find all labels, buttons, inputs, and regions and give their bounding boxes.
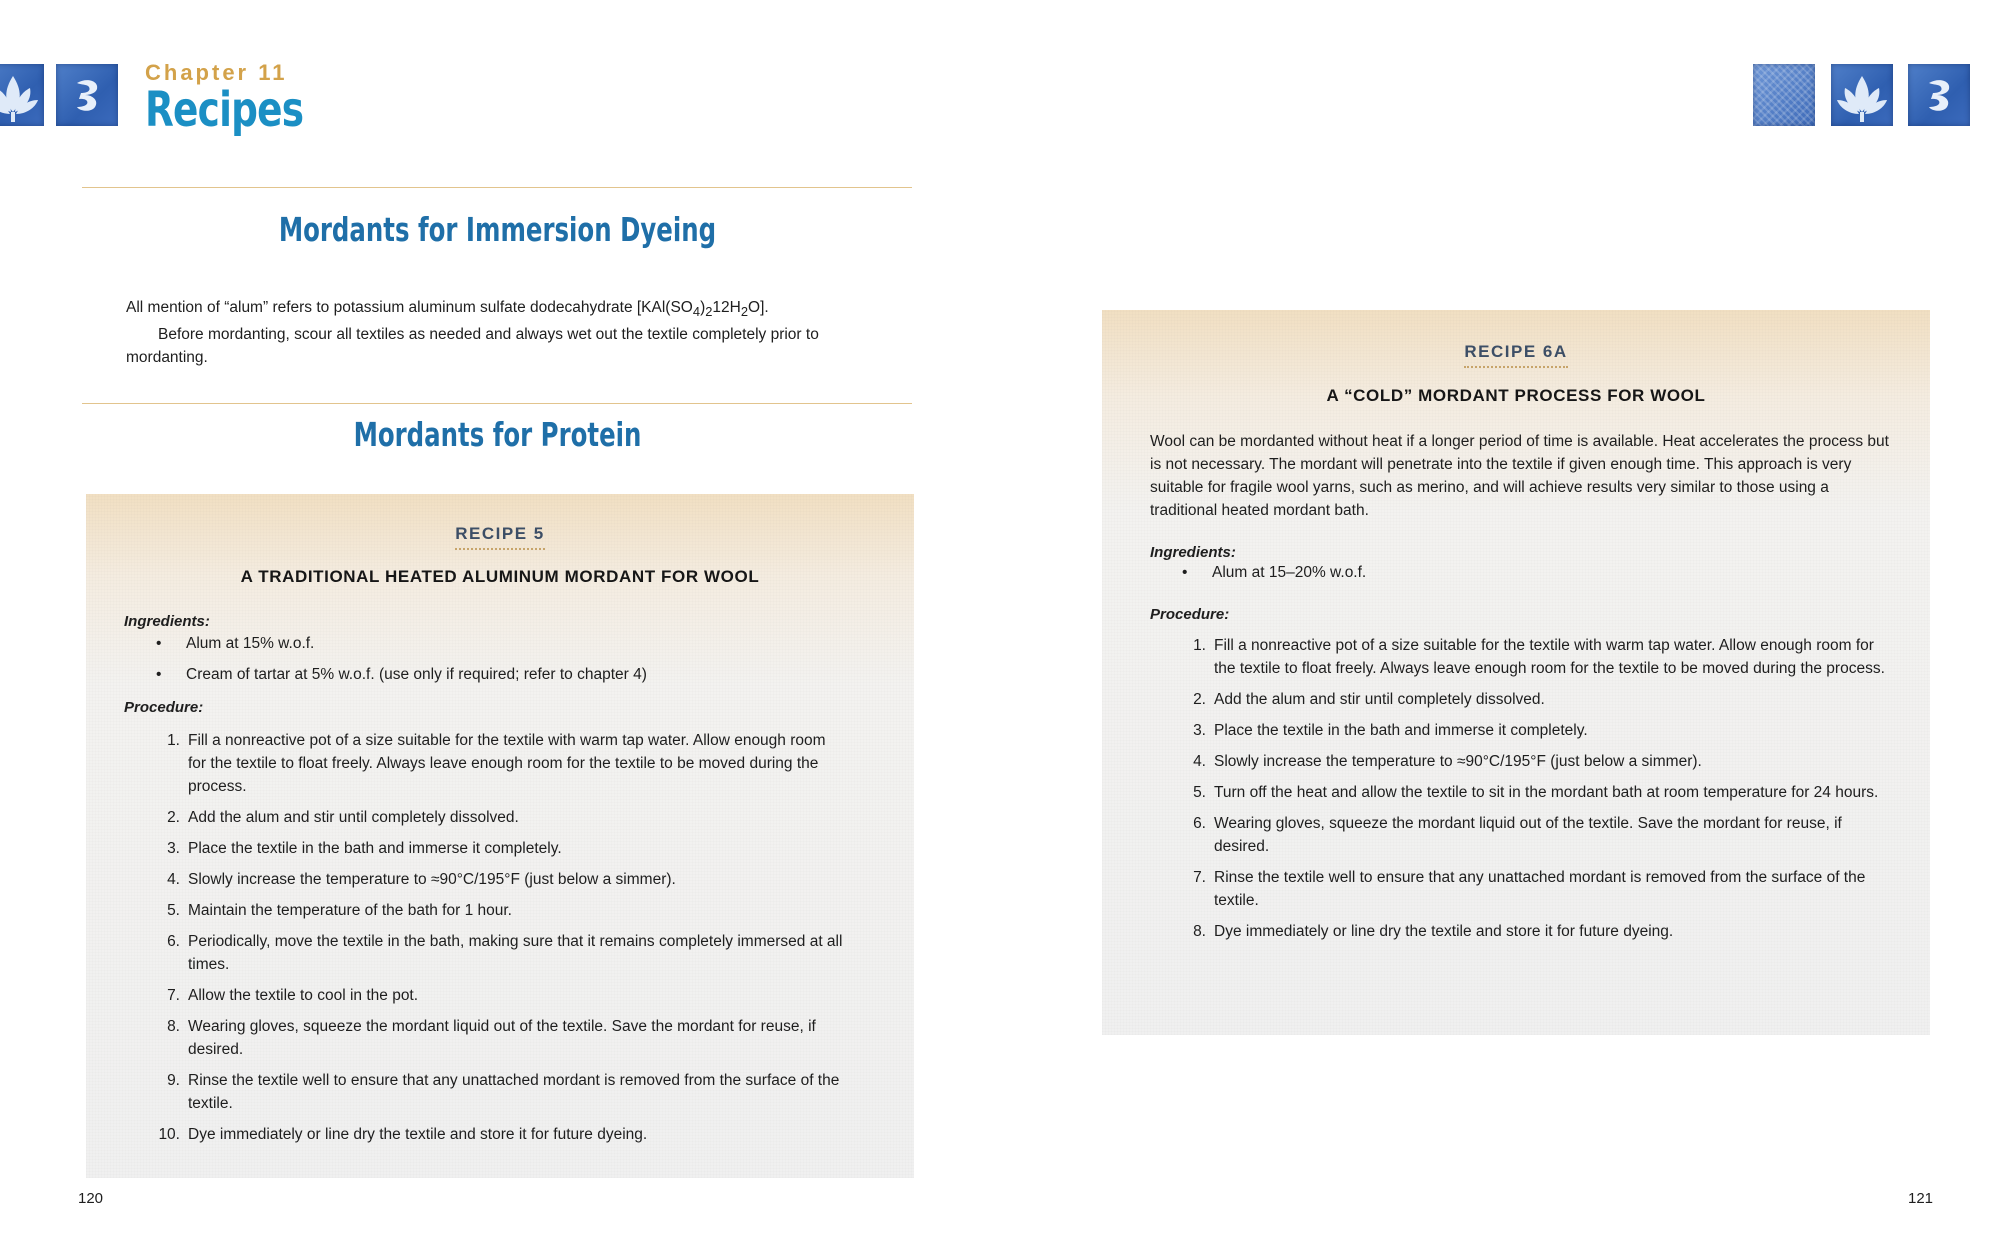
step-item: 8. Dye immediately or line dry the textile and store it for future dyeing. [1193, 923, 1674, 940]
step-item: 3. Place the textile in the bath and immerse it completely. [1193, 722, 1588, 739]
ingredients-label: Ingredients: [1150, 544, 1236, 561]
swirl-icon [65, 73, 109, 117]
texture-tile-right [1753, 64, 1815, 126]
procedure-steps [1150, 634, 1892, 943]
flower-icon [0, 68, 40, 122]
step-item: 2. Add the alum and stir until completely dissolved. [1193, 691, 1545, 708]
step-item: 6. Wearing gloves, squeeze the mordant liquid out of the textile. Save the mordant for reuse, if desired. [1193, 815, 1842, 855]
recipe-intro: Wool can be mordanted without heat if a longer period of time is available. Heat accelerates the process but is not necessary. The mordant will penetrate into the textile if given enough time. This approach is very suitable for fragile wool yarns, such as merino, and will achieve results very similar to those using a traditional heated mordant bath. [1150, 433, 1889, 519]
intro-paragraph-1: All mention of “alum” refers to potassium aluminum sulfate dodecahydrate $[KAl(SO_4)_212H_2O]$. [126, 299, 769, 320]
step-item: 9. Rinse the textile well to ensure that any unattached mordant is removed from the surface of the textile. [167, 1072, 840, 1112]
swirl-icon [1917, 73, 1961, 117]
step-item: 3. Place the textile in the bath and immerse it completely. [167, 840, 562, 857]
list-item: • Alum at 15% w.o.f. [124, 632, 844, 655]
recipe-number: RECIPE 5 [86, 524, 914, 544]
recipe-title: A “COLD” MORDANT PROCESS FOR WOOL [1326, 386, 1706, 405]
recipe-title: A TRADITIONAL HEATED ALUMINUM MORDANT FOR WOOL [240, 567, 760, 586]
step-item: 1. Fill a nonreactive pot of a size suitable for the textile with warm tap water. Allow enough room for the textile to float freely. Always leave enough room for the textile to be moved during the process. [167, 732, 826, 795]
flower-icon [1835, 68, 1889, 122]
chapter-label: Chapter 11 [145, 60, 288, 85]
step-item: 5. Turn off the heat and allow the textile to sit in the mordant bath at room temperature for 24 hours. [1193, 784, 1879, 801]
step-item: 10. Dye immediately or line dry the textile and store it for future dyeing. [158, 1126, 648, 1143]
section-divider [82, 187, 912, 188]
recipe-number: RECIPE 6A [1102, 342, 1930, 362]
step-item: 6. Periodically, move the textile in the bath, making sure that it remains completely immersed at all times. [167, 933, 843, 973]
flower-tile-right [1831, 64, 1893, 126]
step-item: 7. Allow the textile to cool in the pot. [167, 987, 419, 1004]
flower-tile-left [0, 64, 44, 126]
swirl-tile-left [56, 64, 118, 126]
procedure-label: Procedure: [1150, 606, 1230, 623]
step-item: 7. Rinse the textile well to ensure that any unattached mordant is removed from the surface of the textile. [1193, 869, 1866, 909]
ingredients-list [124, 632, 844, 686]
chapter-title: Recipes [145, 82, 304, 138]
recipe-card-5 [86, 494, 914, 1178]
step-item: 5. Maintain the temperature of the bath for 1 hour. [167, 902, 512, 919]
recipe-card-6a [1102, 310, 1930, 1035]
ingredients-list [1150, 561, 1892, 584]
step-item: 8. Wearing gloves, squeeze the mordant liquid out of the textile. Save the mordant for reuse, if desired. [167, 1018, 816, 1058]
procedure-label: Procedure: [124, 699, 204, 716]
list-item: • Alum at 15–20% w.o.f. [1150, 561, 1892, 584]
swirl-tile-right [1908, 64, 1970, 126]
page-number-left: 120 [78, 1190, 104, 1207]
step-item: 4. Slowly increase the temperature to ≈90°C/195°F (just below a simmer). [167, 871, 676, 888]
ingredients-label: Ingredients: [124, 613, 210, 630]
section-divider [82, 403, 912, 404]
section-title-protein: Mordants for Protein [353, 415, 641, 454]
intro-text [126, 296, 886, 369]
intro-paragraph-2: Before mordanting, scour all textiles as needed and always wet out the textile completely prior to mordanting. [126, 326, 819, 367]
step-item: 4. Slowly increase the temperature to ≈90°C/195°F (just below a simmer). [1193, 753, 1702, 770]
section-title-immersion: Mordants for Immersion Dyeing [278, 210, 716, 249]
list-item: • Cream of tartar at 5% w.o.f. (use only if required; refer to chapter 4) [124, 663, 844, 686]
step-item: 1. Fill a nonreactive pot of a size suitable for the textile with warm tap water. Allow enough room for the textile to float freely. Always leave enough room for the textile to be moved during the process. [1193, 637, 1885, 677]
page-number-right: 121 [1908, 1190, 1934, 1207]
procedure-steps [124, 729, 844, 1146]
step-item: 2. Add the alum and stir until completely dissolved. [167, 809, 519, 826]
